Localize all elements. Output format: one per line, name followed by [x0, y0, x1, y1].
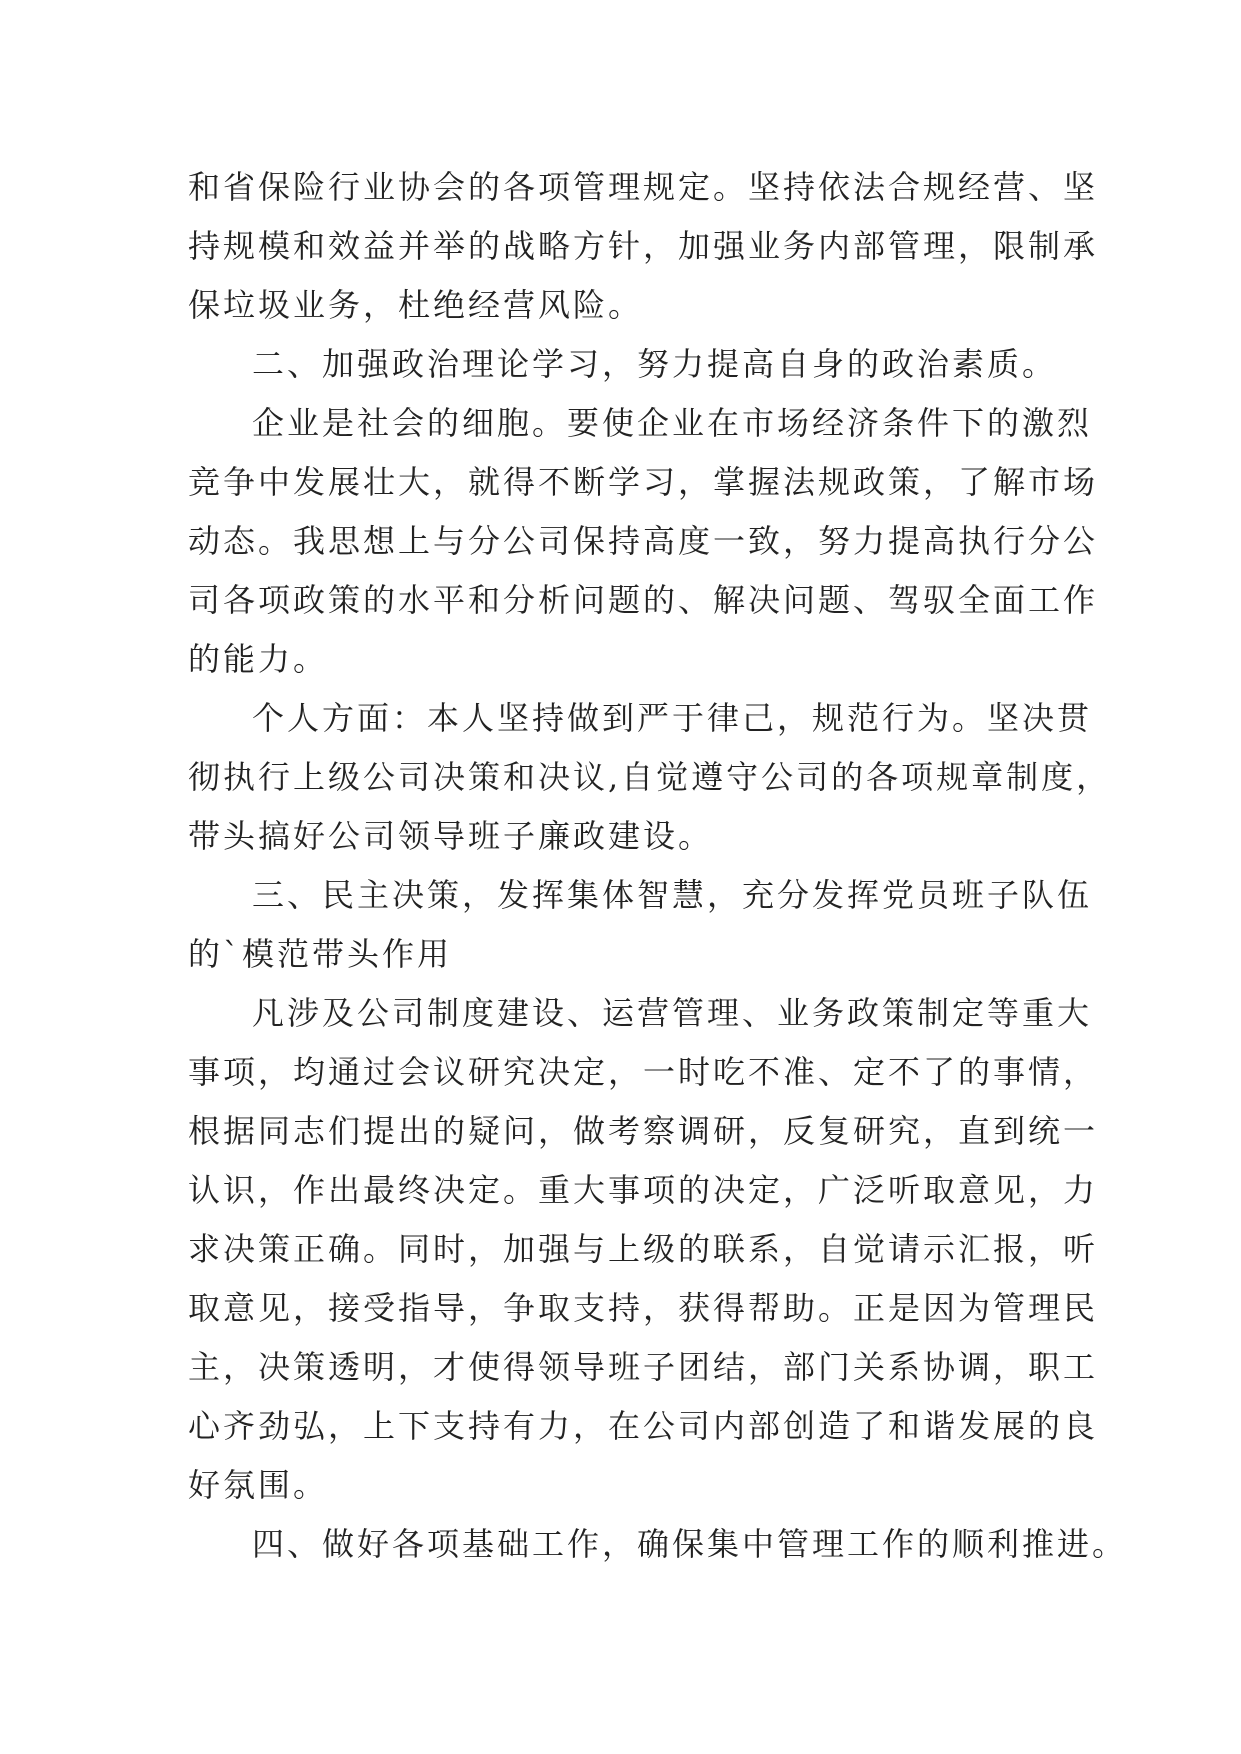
text-line: 二、加强政治理论学习，努力提高自身的政治素质。	[252, 345, 1058, 383]
paragraph-6	[188, 984, 1099, 1515]
text-line: 彻执行上级公司决策和决议,自觉遵守公司的各项规章制度，	[188, 758, 1112, 796]
text-line: 和省保险行业协会的各项管理规定。坚持依法合规经营、坚	[188, 168, 1099, 206]
text-line: 三、民主决策，发挥集体智慧，充分发挥党员班子队伍	[252, 876, 1093, 914]
text-line: 取意见，接受指导，争取支持，获得帮助。正是因为管理民	[188, 1289, 1099, 1327]
text-line: 事项，均通过会议研究决定，一时吃不准、定不了的事情，	[188, 1053, 1099, 1091]
text-line: 求决策正确。同时，加强与上级的联系，自觉请示汇报，听	[188, 1230, 1099, 1268]
section-heading-2	[188, 335, 1068, 394]
section-heading-4	[188, 1515, 1128, 1574]
section-heading-3	[188, 866, 1093, 984]
text-line: 主，决策透明，才使得领导班子团结，部门关系协调，职工	[188, 1348, 1099, 1386]
text-line: 凡涉及公司制度建设、运营管理、业务政策制定等重大	[252, 994, 1093, 1032]
text-line: 四、做好各项基础工作，确保集中管理工作的顺利推进。	[252, 1525, 1128, 1563]
text-line: 司各项政策的水平和分析问题的、解决问题、驾驭全面工作	[188, 581, 1099, 619]
text-line: 好氛围。	[188, 1466, 329, 1504]
text-line: 企业是社会的细胞。要使企业在市场经济条件下的激烈	[252, 404, 1093, 442]
text-line: 竞争中发展壮大，就得不断学习，掌握法规政策，了解市场	[188, 463, 1099, 501]
text-line: 持规模和效益并举的战略方针，加强业务内部管理，限制承	[188, 227, 1099, 265]
text-line: 心齐劲弘，上下支持有力，在公司内部创造了和谐发展的良	[188, 1407, 1099, 1445]
text-line: 个人方面：本人坚持做到严于律己，规范行为。坚决贯	[252, 699, 1093, 737]
text-line: 根据同志们提出的疑问，做考察调研，反复研究，直到统一	[188, 1112, 1099, 1150]
text-line: 认识，作出最终决定。重大事项的决定，广泛听取意见，力	[188, 1171, 1099, 1209]
paragraph-1	[188, 158, 1099, 335]
text-line: 带头搞好公司领导班子廉政建设。	[188, 817, 714, 855]
text-line: 保垃圾业务，杜绝经营风险。	[188, 286, 644, 324]
paragraph-4	[188, 689, 1112, 866]
text-line: 的能力。	[188, 640, 329, 678]
document-body	[188, 158, 1128, 1574]
text-line: 的`模范带头作用	[188, 935, 453, 973]
paragraph-3	[188, 394, 1099, 689]
text-line: 动态。我思想上与分公司保持高度一致，努力提高执行分公	[188, 522, 1099, 560]
